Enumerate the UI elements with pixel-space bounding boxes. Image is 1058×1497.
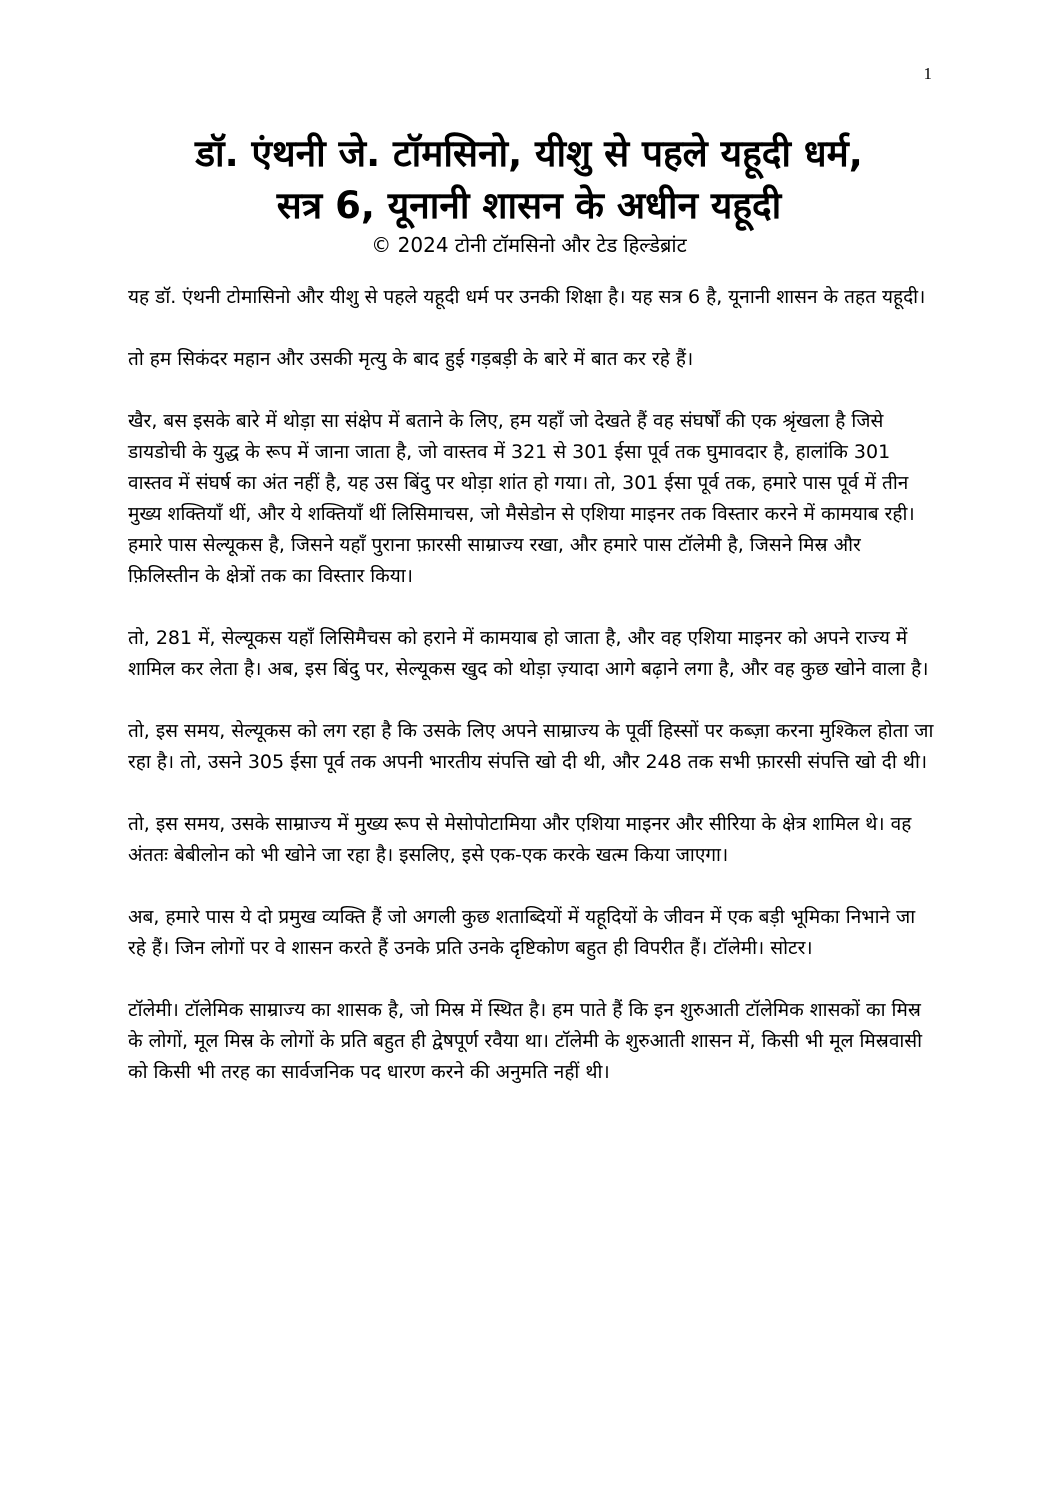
document-body <box>128 282 934 1119</box>
paragraph: तो, 281 में, सेल्यूकस यहाँ लिसिमैचस को हराने में कामयाब हो जाता है, और वह एशिया माइनर को अपने राज्य में शामिल कर लेता है। अब, इस बिंदु पर, सेल्यूकस खुद को थोड़ा ज़्यादा आगे बढ़ाने लगा है, और वह कुछ खोने वाला है। <box>128 627 929 680</box>
paragraph: अब, हमारे पास ये दो प्रमुख व्यक्ति हैं जो अगली कुछ शताब्दियों में यहूदियों के जीवन में एक बड़ी भूमिका निभाने जा रहे हैं। जिन लोगों पर वे शासन करते हैं उनके प्रति उनके दृष्टिकोण बहुत ही विपरीत हैं। टॉलेमी। सोटर। <box>128 906 916 959</box>
copyright-line: © 2024 टोनी टॉमसिनो और टेड हिल्डेब्रांट <box>371 233 687 257</box>
paragraph: तो, इस समय, सेल्यूकस को लग रहा है कि उसके लिए अपने साम्राज्य के पूर्वी हिस्सों पर कब्ज़ा करना मुश्किल होता जा रहा है। तो, उसने 305 ईसा पूर्व तक अपनी भारतीय संपत्ति खो दी थी, और 248 तक सभी फ़ारसी संपत्ति खो दी थी। <box>128 720 934 773</box>
paragraph: तो, इस समय, उसके साम्राज्य में मुख्य रूप से मेसोपोटामिया और एशिया माइनर और सीरिया के क्षेत्र शामिल थे। वह अंततः बेबीलोन को भी खोने जा रहा है। इसलिए, इसे एक-एक करके खत्म किया जाएगा। <box>128 813 912 866</box>
paragraph: खैर, बस इसके बारे में थोड़ा सा संक्षेप में बताने के लिए, हम यहाँ जो देखते हैं वह संघर्षों की एक श्रृंखला है जिसे डायडोची के युद्ध के रूप में जाना जाता है, जो वास्तव में 321 से 301 ईसा पूर्व तक घुमावदार है, हालांकि 301 वास्तव में संघर्ष का अंत नहीं है, यह उस बिंदु पर थोड़ा शांत हो गया। तो, 301 ईसा पूर्व तक, हमारे पास पूर्व में तीन मुख्य शक्तियाँ थीं, और ये शक्तियाँ थीं लिसिमाचस, जो मैसेडोन से एशिया माइनर तक विस्तार करने में कामयाब रही। हमारे पास सेल्यूकस है, जिसने यहाँ पुराना फ़ारसी साम्राज्य रखा, और हमारे पास टॉलेमी है, जिसने मिस्र और फ़िलिस्तीन के क्षेत्रों तक का विस्तार किया। <box>128 410 915 587</box>
title-line-2: सत्र 6, यूनानी शासन के अधीन यहूदी <box>276 184 782 227</box>
page-number: 1 <box>923 64 932 83</box>
paragraph: तो हम सिकंदर महान और उसकी मृत्यु के बाद हुई गड़बड़ी के बारे में बात कर रहे हैं। <box>128 348 694 370</box>
title-line-1: डॉ. एंथनी जे. टॉमसिनो, यीशु से पहले यहूदी धर्म, <box>195 132 863 175</box>
document-title <box>60 128 998 232</box>
paragraph: यह डॉ. एंथनी टोमासिनो और यीशु से पहले यहूदी धर्म पर उनकी शिक्षा है। यह सत्र 6 है, यूनानी शासन के तहत यहूदी। <box>128 286 926 308</box>
paragraph: टॉलेमी। टॉलेमिक साम्राज्य का शासक है, जो मिस्र में स्थित है। हम पाते हैं कि इन शुरुआती टॉलेमिक शासकों का मिस्र के लोगों, मूल मिस्र के लोगों के प्रति बहुत ही द्वेषपूर्ण रवैया था। टॉलेमी के शुरुआती शासन में, किसी भी मूल मिस्रवासी को किसी भी तरह का सार्वजनिक पद धारण करने की अनुमति नहीं थी। <box>128 999 923 1083</box>
